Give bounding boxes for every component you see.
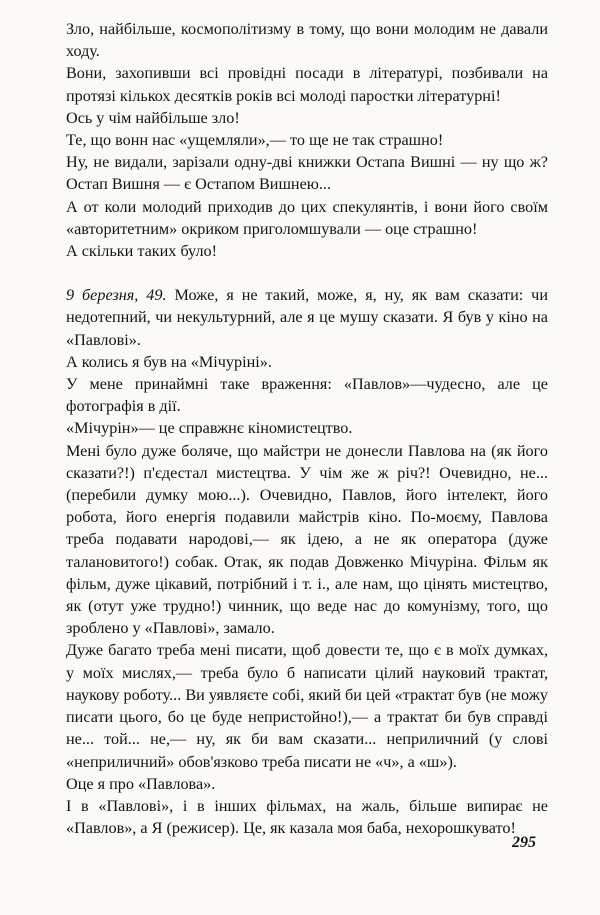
entry-paragraph-2: А колись я був на «Мічуріні».	[66, 352, 272, 371]
entry-paragraph-3: У мене принаймні таке враження: «Павлов»—чудесно, але це фотографія в дії.	[66, 375, 548, 416]
paragraph-2: Вони, захопивши всі провідні посади в літературі, позбивали на протязі кількох десятків років всі молоді паростки літературні!	[66, 64, 548, 105]
entry-paragraph-6: Дуже багато треба мені писати, щоб довести те, що є в моїх думках, у моїх мислях,— треба було б написати цілий науковий трактат, наукову роботу... Ви уявляєте собі, який би цей «трактат був (не можу писати цього, бо це буде непристойно!),— а трактат би був справді не... той... не,— ну, як би вам сказати... неприличний (у слові «неприличний» обов'язково треба писати не «ч», а «ш»).	[66, 641, 548, 771]
diary-entry-text: Може, я не такий, може, я, ну, як вам сказати: чи недотепний, чи некультурний, але я це мушу сказати. Я був у кіно на «Павлові».	[66, 286, 548, 349]
entry-paragraph-8: І в «Павлові», і в інших фільмах, на жаль, більше випирає не «Павлов», а Я (режисер). Це, як казала моя баба, нехорошкувато!	[66, 796, 548, 838]
page-number: 295	[512, 834, 536, 851]
diary-entry-first-paragraph	[66, 284, 548, 351]
entry-paragraph-4: «Мічурін»— це справжнє кіномистецтво.	[66, 419, 353, 438]
paragraph-6: А от коли молодий приходив до цих спекулянтів, і вони його своїм «авторитетним» окриком приголомшували — оце страшно!	[66, 197, 548, 238]
paragraph-1: Зло, найбільше, космополітизму в тому, що вони молодим не давали ходу.	[66, 20, 548, 61]
page-text	[66, 18, 548, 839]
entry-paragraph-7: Оце я про «Павлова».	[66, 774, 216, 793]
paragraph-5: Ну, не видали, зарізали одну-дві книжки Остапа Вишні — ну що ж? Остап Вишня — є Остапом Вишнею...	[66, 153, 548, 194]
paragraph-3: Ось у чім найбільше зло!	[66, 108, 240, 127]
diary-entry-date: 9 березня, 49.	[66, 286, 167, 305]
paragraph-7: А скільки таких було!	[66, 242, 218, 261]
entry-paragraph-5: Мені було дуже боляче, що майстри не донесли Павлова на (як його сказати?!) п'єдестал мистецтва. У чім же ж річ?! Очевидно, не... (перебили думку мою...). Очевидно, Павлов, його інтелект, його робота, його енергія подавили майстрів кіно. По-моєму, Павлова треба подавати народові,— як ідею, а не як оператора (дуже талановитого!) собак. Отак, як подав Довженко Мічуріна. Фільм як фільм, дуже цікавий, потрібний і т. і., але нам, що цінять мистецтво, як (отут уже трудно!) чинник, що веде нас до комунізму, того, що зроблено у «Павлові», замало.	[66, 441, 548, 638]
section-gap	[66, 262, 548, 284]
paragraph-4: Те, що вонн нас «ущемляли»,— то ще не так страшно!	[66, 131, 444, 150]
